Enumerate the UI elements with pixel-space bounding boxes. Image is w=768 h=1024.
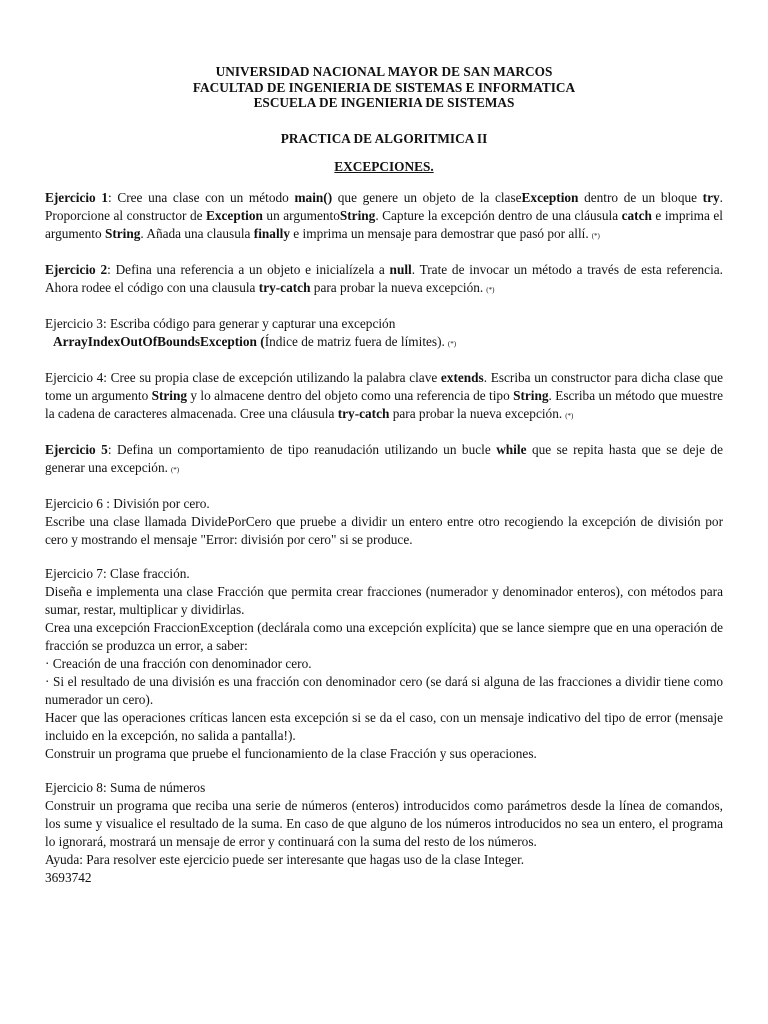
exercise-7-paragraph: Crea una excepción FraccionException (declárala como una excepción explícita) que se lance siempre que en una operación de fracción se produzca un error, a saber: xyxy=(45,619,723,653)
optional-marker: (*) xyxy=(565,411,574,420)
exercise-1-text: un argumento xyxy=(262,207,340,223)
keyword-main: main() xyxy=(294,189,333,205)
exercise-1-label: Ejercicio 1 xyxy=(45,189,108,205)
exercise-7-paragraph: Diseña e implementa una clase Fracción que permita crear fracciones (numerador y denominador enteros), con métodos para sumar, restar, multiplicar y dividirlas. xyxy=(45,583,723,617)
exercise-5-text: que se repita hasta que se deje de generar una excepción. xyxy=(45,441,723,475)
exercise-1-text: . Capture la excepción dentro de una cláusula xyxy=(375,207,622,223)
exercise-7 xyxy=(45,565,723,763)
exercise-1-text: dentro de un bloque xyxy=(578,189,703,205)
exercise-4-text: . Escriba un constructor para dicha clase que tome un argumento xyxy=(45,369,723,403)
keyword-try: try xyxy=(702,189,720,205)
exercise-4-text: Ejercicio 4: Cree su propia clase de excepción utilizando la palabra clave xyxy=(45,369,441,385)
document-page xyxy=(45,64,723,887)
keyword-catch: catch xyxy=(621,207,652,223)
exercise-4 xyxy=(45,369,723,425)
faculty-name: FACULTAD DE INGENIERIA DE SISTEMAS E INFORMATICA xyxy=(192,79,576,95)
exercise-7-bullet: · Creación de una fracción con denominador cero. xyxy=(45,655,312,671)
exercise-6 xyxy=(45,495,723,549)
exercise-1-text: que genere un objeto de la clase xyxy=(332,189,522,205)
keyword-string: String xyxy=(513,387,549,403)
keyword-while: while xyxy=(496,441,527,457)
exercise-7-title: Ejercicio 7: Clase fracción. xyxy=(45,565,190,581)
exercise-1-text: . Proporcione al constructor de xyxy=(45,189,723,223)
keyword-array-index-exception: ArrayIndexOutOfBoundsException xyxy=(53,333,257,349)
exercise-8-hint: Ayuda: Para resolver este ejercicio puede ser interesante que hagas uso de la clase Integer. xyxy=(45,851,525,867)
exercise-4-text: para probar la nueva excepción. xyxy=(389,405,563,421)
exercise-7-bullet: · Si el resultado de una división es una fracción con denominador cero (se dará si alguna de las fracciones a dividir tiene como numerador un cero). xyxy=(45,673,723,707)
optional-marker: (*) xyxy=(591,231,600,240)
keyword-try-catch: try-catch xyxy=(258,279,311,295)
optional-marker: (*) xyxy=(170,465,180,474)
exercise-5-label: Ejercicio 5 xyxy=(45,441,108,457)
exercise-2-text: . Trate de invocar un método a través de esta referencia. Ahora rodee el código con una clausula xyxy=(45,261,723,295)
keyword-string: String xyxy=(104,225,141,241)
exercise-7-paragraph: Hacer que las operaciones críticas lancen esta excepción si se da el caso, con un mensaje indicativo del tipo de error (mensaje incluido en la excepción, no salida a pantalla!). xyxy=(45,709,723,743)
practice-title: PRACTICA DE ALGORITMICA II xyxy=(280,130,488,146)
exercise-3-title: Ejercicio 3: Escriba código para generar y capturar una excepción xyxy=(45,315,396,331)
university-name: UNIVERSIDAD NACIONAL MAYOR DE SAN MARCOS xyxy=(215,64,553,79)
keyword-string: String xyxy=(339,207,376,223)
keyword-try-catch: try-catch xyxy=(337,405,390,421)
exercise-8-paragraph: Construir un programa que reciba una serie de números (enteros) introducidos como parámetros desde la línea de comandos, los sume y visualice el resultado de la suma. En caso de que alguno de los números introducidos no sea un entero, el programa lo ignorará, mostrará un mensaje de error y continuará con la suma del resto de los números. xyxy=(45,797,723,849)
keyword-extends: extends xyxy=(440,369,484,385)
exercise-5 xyxy=(45,441,723,479)
exercise-1-text: e imprima el argumento xyxy=(45,207,723,241)
exercise-1-text: : Cree una clase con un método xyxy=(108,189,295,205)
exercise-1-text: . Añada una clausula xyxy=(140,225,254,241)
keyword-finally: finally xyxy=(253,225,290,241)
optional-marker: (*) xyxy=(447,339,457,348)
document-header xyxy=(45,64,723,111)
exercise-2-text: : Defina una referencia a un objeto e inicialízela a xyxy=(107,261,390,277)
exercise-3-text: Índice de matriz fuera de límites). xyxy=(264,333,445,349)
school-name: ESCUELA DE INGENIERIA DE SISTEMAS xyxy=(253,95,515,110)
exercise-2-label: Ejercicio 2 xyxy=(45,261,108,277)
optional-marker: (*) xyxy=(486,285,495,294)
keyword-null: null xyxy=(389,261,412,277)
exercise-3 xyxy=(45,315,723,353)
exercise-7-paragraph: Construir un programa que pruebe el funcionamiento de la clase Fracción y sus operaciones. xyxy=(45,745,537,761)
exercise-8 xyxy=(45,779,723,887)
exercise-1-text: e imprima un mensaje para demostrar que pasó por allí. xyxy=(289,225,589,241)
exercise-8-title: Ejercicio 8: Suma de números xyxy=(45,779,206,795)
exercise-1 xyxy=(45,189,723,245)
exercise-3-paren: ( xyxy=(256,333,265,349)
exercise-6-body: Escribe una clase llamada DividePorCero que pruebe a dividir un entero entre otro recogiendo la excepción de división por cero y mostrando el mensaje "Error: división por cero" si se produce. xyxy=(45,513,723,547)
exercise-2 xyxy=(45,261,723,299)
keyword-exception: Exception xyxy=(521,189,579,205)
exercise-2-text: para probar la nueva excepción. xyxy=(310,279,484,295)
exercise-4-text: y lo almacene dentro del objeto como una referencia de tipo xyxy=(187,387,514,403)
keyword-exception: Exception xyxy=(206,207,263,223)
document-code: 3693742 xyxy=(45,869,92,885)
practice-subtitle: EXCEPCIONES. xyxy=(334,158,434,174)
exercise-5-text: : Defina un comportamiento de tipo reanudación utilizando un bucle xyxy=(107,441,497,457)
exercise-6-title: Ejercicio 6 : División por cero. xyxy=(45,495,210,511)
exercise-4-text: . Escriba un método que muestre la cadena de caracteres almacenada. Cree una cláusula xyxy=(45,387,723,421)
keyword-string: String xyxy=(151,387,188,403)
